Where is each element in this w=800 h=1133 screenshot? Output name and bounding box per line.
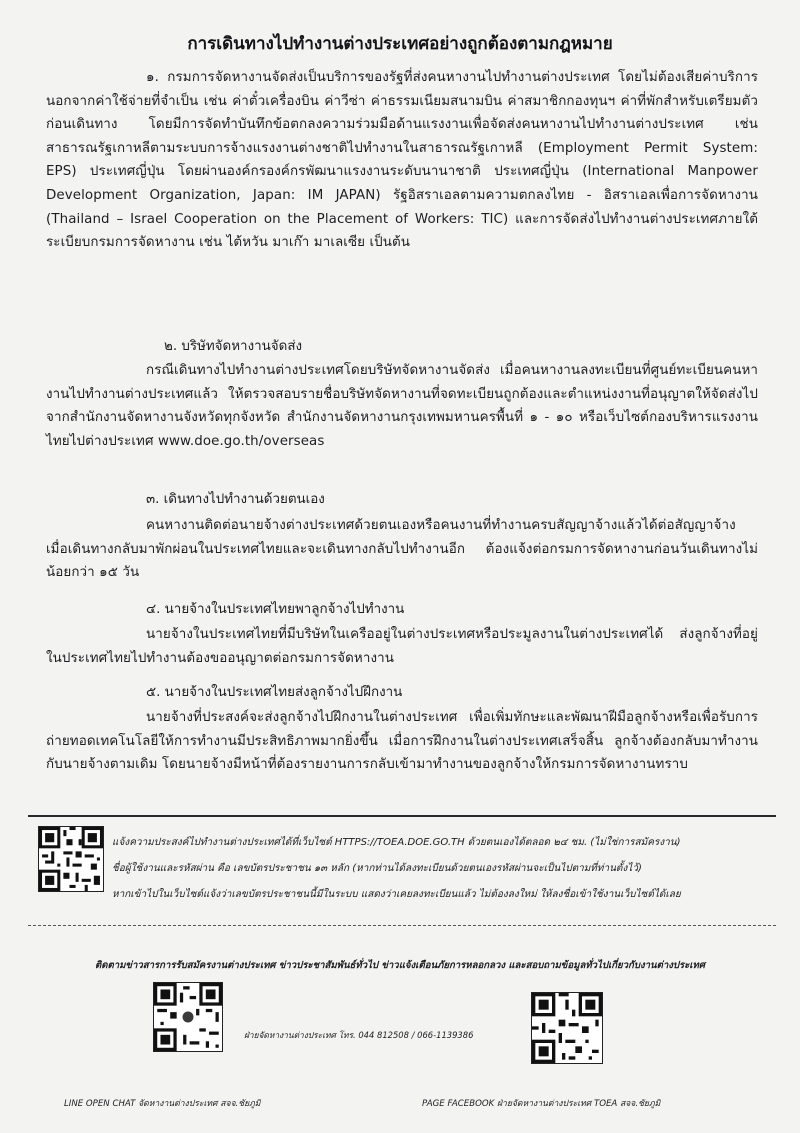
section-3-heading: ๓. เดินทางไปทำงานด้วยตนเอง (146, 492, 325, 507)
top-divider (28, 815, 776, 817)
register-line-3: หากเข้าไปในเว็บไซต์แจ้งว่าเลขบัตรประชาชนนี้มีในระบบ แสดงว่าเคยลงทะเบียนแล้ว ไม่ต้องลงใหม่ ให้ลงชื่อเข้าใช้งานเว็บไซต์ได้เลย (112, 889, 681, 900)
section-3-paragraph: คนหางานติดต่อนายจ้างต่างประเทศด้วยตนเองหรือคนงานที่ทำงานครบสัญญาจ้างแล้วได้ต่อสัญญาจ้าง เมื่อเดินทางกลับมาพักผ่อนในประเทศไทยและจะเดินทางกลับไปทำงานอีก ต้องแจ้งต่อกรมการจัดหางานก่อนวันเดินทางไม่น้อยกว่า ๑๕ วัน (46, 518, 758, 581)
page-title: การเดินทางไปทำงานต่างประเทศอย่างถูกต้องตามกฎหมาย (187, 34, 613, 54)
section-4-paragraph: นายจ้างในประเทศไทยที่มีบริษัทในเครืออยู่ในต่างประเทศหรือประมูลงานในต่างประเทศได้ ส่งลูกจ้างที่อยู่ในประเทศไทยไปทำงานต้องขออนุญาตต่อกรมการจัดหางาน (46, 627, 758, 666)
register-line-1: แจ้งความประสงค์ไปทำงานต่างประเทศได้ที่เว็บไซต์ HTTPS://TOEA.DOE.GO.TH ด้วยตนเองได้ตลอด ๒๔ ชม. (ไม่ใช่การสมัครงาน) (112, 837, 681, 848)
qr-code-icon (39, 827, 103, 891)
section-2-paragraph: กรณีเดินทางไปทำงานต่างประเทศโดยบริษัทจัดหางานจัดส่ง เมื่อคนหางานลงทะเบียนที่ศูนย์ทะเบียนคนหางานไปทำงานต่างประเทศแล้ว ให้ตรวจสอบรายชื่อบริษัทจัดหางานที่จดทะเบียนถูกต้องและตำแหน่งงานที่อนุญาตให้จัดส่งไป จากสำนักงานจัดหางานจังหวัดทุกจังหวัด สำนักงานจัดหางานกรุงเทพมหานครพื้นที่ ๑ - ๑๐ หรือเว็บไซต์กองบริหารแรงงานไทยไปต่างประเทศ www.doe.go.th/overseas (46, 363, 758, 449)
follow-news-text: ติดตามข่าวสารการรับสมัครงานต่างประเทศ ข่าวประชาสัมพันธ์ทั่วไป ข่าวแจ้งเตือนภัยการหลอกลวง และสอบถามข้อมูลทั่วไปเกี่ยวกับงานต่างประเทศ (95, 960, 705, 971)
facebook-page-qr-code-icon[interactable] (531, 992, 603, 1064)
facebook-page-caption: PAGE FACEBOOK ฝ่ายจัดหางานต่างประเทศ TOEA สจจ.ชัยภูมิ (422, 1099, 661, 1109)
register-qr-code-icon[interactable] (38, 826, 104, 892)
line-open-chat-qr-code-icon[interactable] (153, 982, 223, 1052)
section-5-heading: ๕. นายจ้างในประเทศไทยส่งลูกจ้างไปฝึกงาน (146, 685, 403, 700)
qr-code-icon (532, 993, 602, 1063)
line-logo-icon (182, 1011, 193, 1022)
office-contact-text: ฝ่ายจัดหางานต่างประเทศ โทร. 044 812508 / 066-1139386 (244, 1030, 474, 1040)
section-4-heading: ๔. นายจ้างในประเทศไทยพาลูกจ้างไปทำงาน (146, 602, 405, 617)
section-5-paragraph: นายจ้างที่ประสงค์จะส่งลูกจ้างไปฝึกงานในต่างประเทศ เพื่อเพิ่มทักษะและพัฒนาฝีมือลูกจ้างหรือเพื่อรับการถ่ายทอดเทคโนโลยีให้การทำงานมีประสิทธิภาพมากยิ่งขึ้น เมื่อการฝึกงานในต่างประเทศเสร็จสิ้น ลูกจ้างต้องกลับมาทำงานกับนายจ้างตามเดิม โดยนายจ้างมีหน้าที่ต้องรายงานการกลับเข้ามาทำงานของลูกจ้างให้กรมการจัดหางานทราบ (46, 710, 758, 773)
bottom-divider (28, 925, 776, 926)
register-line-2: ชื่อผู้ใช้งานและรหัสผ่าน คือ เลขบัตรประชาชน ๑๓ หลัก (หากท่านได้ลงทะเบียนด้วยตนเองรหัสผ่านจะเป็นไปตามที่ท่านตั้งไว้) (112, 863, 642, 874)
section-2-heading: ๒. บริษัทจัดหางานจัดส่ง (164, 339, 303, 354)
qr-code-icon (154, 983, 222, 1051)
line-open-chat-caption: LINE OPEN CHAT จัดหางานต่างประเทศ สจจ.ชัยภูมิ (64, 1099, 261, 1109)
section-1-paragraph: ๑. กรมการจัดหางานจัดส่งเป็นบริการของรัฐที่ส่งคนหางานไปทำงานต่างประเทศ โดยไม่ต้องเสียค่าบริการ นอกจากค่าใช้จ่ายที่จำเป็น เช่น ค่าตั๋วเครื่องบิน ค่าวีซ่า ค่าธรรมเนียมสนามบิน ค่าสมาชิกกองทุนฯ ค่าที่พักสำหรับเตรียมตัวก่อนเดินทาง โดยมีการจัดทำบันทึกข้อตกลงความร่วมมือด้านแรงงานเพื่อจัดส่งคนหางานไปทำงานต่างประเทศ เช่น สาธารณรัฐเกาหลีตามระบบการจ้างแรงงานต่างชาติไปทำงานในสาธารณรัฐเกาหลี (Employment Permit System: EPS) ประเทศญี่ปุ่น โดยผ่านองค์กรองค์กรพัฒนาแรงงานระดับนานาชาติ ประเทศญี่ปุ่น (International Manpower Development Organization, Japan: IM JAPAN) รัฐอิสราเอลตามความตกลงไทย - อิสราเอลเพื่อการจัดหางาน (Thailand – Israel Cooperation on the Placement of Workers: TIC) และการจัดส่งไปทำงานต่างประเทศภายใต้ระเบียบกรมการจัดหางาน เช่น ไต้หวัน มาเก๊า มาเลเซีย เป็นต้น (46, 70, 758, 251)
